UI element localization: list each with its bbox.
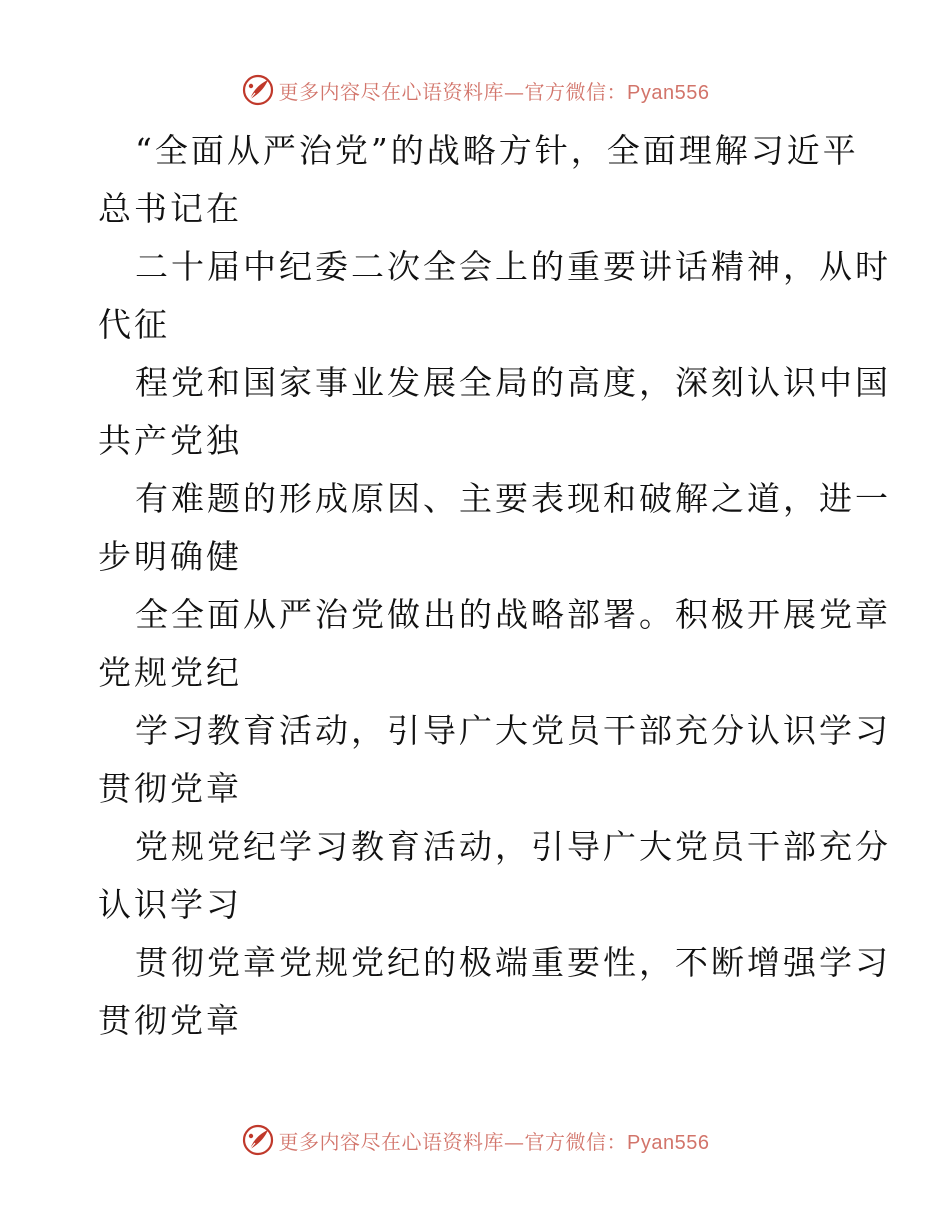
- paragraph-line: 有难题的形成原因、主要表现和破解之道，进一: [135, 479, 891, 518]
- header-watermark: [0, 70, 950, 110]
- paragraph-line-continued: 总书记在: [98, 189, 242, 228]
- paragraph-line-continued: 党规党纪: [98, 653, 242, 692]
- quill-pen-logo-icon: [241, 1123, 275, 1157]
- paragraph-line-continued: 代征: [98, 305, 170, 344]
- paragraph-line: 全全面从严治党做出的战略部署。积极开展党章: [135, 595, 891, 634]
- paragraph-line-continued: 贯彻党章: [98, 1001, 242, 1040]
- watermark-text: 更多内容尽在心语资料库—官方微信：Pyan556: [278, 79, 710, 104]
- quill-pen-logo-icon: [241, 73, 275, 107]
- paragraph-line: 党规党纪学习教育活动，引导广大党员干部充分: [135, 827, 891, 866]
- paragraph-line: 二十届中纪委二次全会上的重要讲话精神，从时: [135, 247, 891, 286]
- watermark-text: 更多内容尽在心语资料库—官方微信：Pyan556: [278, 1129, 710, 1154]
- paragraph-line-continued: 步明确健: [98, 537, 242, 576]
- footer-watermark: [0, 1120, 950, 1160]
- document-body: [98, 122, 891, 1050]
- paragraph-line-continued: 认识学习: [98, 885, 242, 924]
- paragraph-line: 程党和国家事业发展全局的高度，深刻认识中国: [135, 363, 891, 402]
- paragraph-line: 贯彻党章党规党纪的极端重要性，不断增强学习: [135, 943, 891, 982]
- paragraph-line-continued: 共产党独: [98, 421, 242, 460]
- paragraph-line: 学习教育活动，引导广大党员干部充分认识学习: [135, 711, 891, 750]
- paragraph-line-continued: 贯彻党章: [98, 769, 242, 808]
- paragraph-line: “全面从严治党”的战略方针，全面理解习近平: [135, 131, 859, 170]
